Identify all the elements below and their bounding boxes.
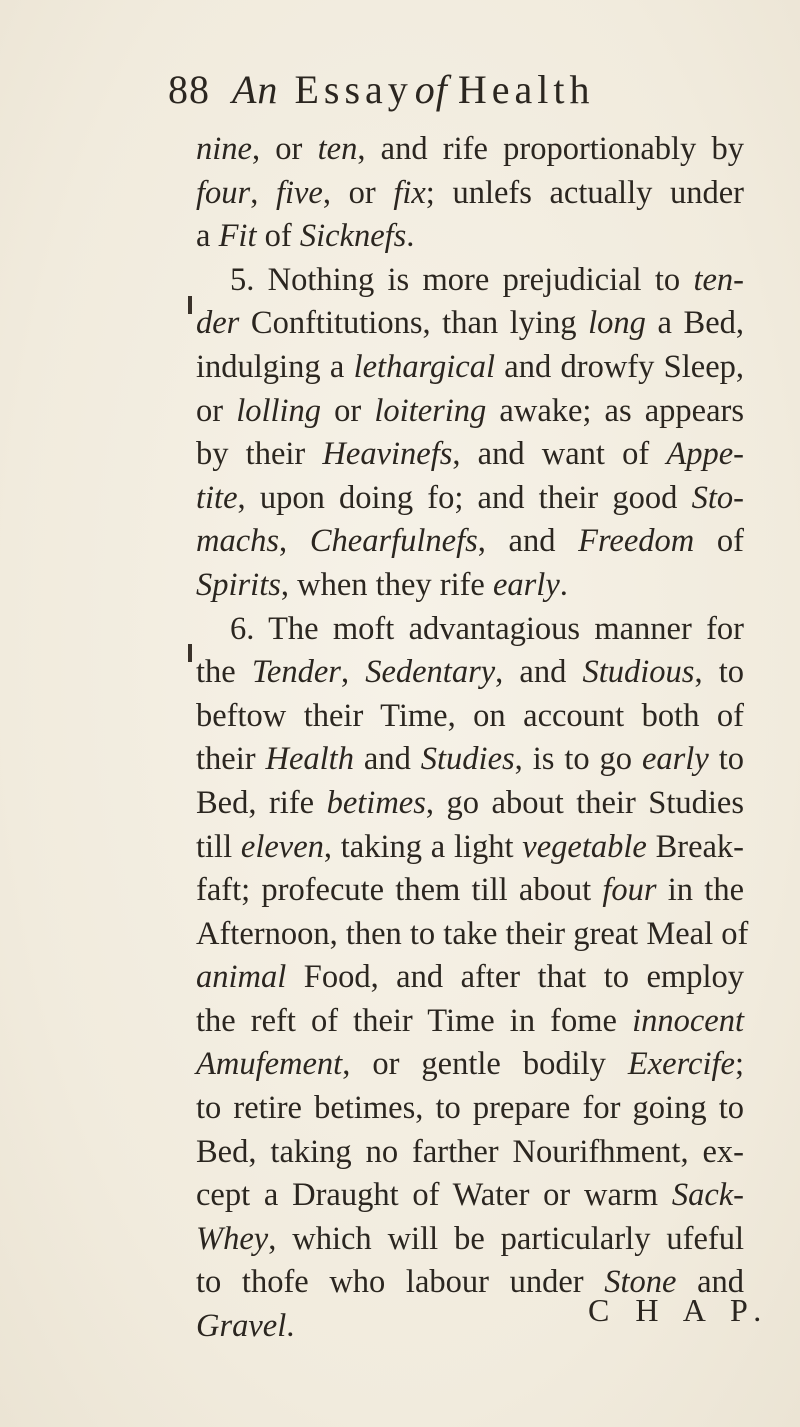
margin-mark <box>188 296 192 314</box>
text-run: . <box>559 566 568 603</box>
text-run: Bed, rife <box>196 784 327 821</box>
page-number: 88 <box>168 67 210 112</box>
text-run: beftow their Time, on account both of <box>196 697 744 734</box>
text-run: till <box>196 828 241 865</box>
text-run: , upon doing fo; and their good <box>237 479 692 516</box>
italic-text: Appe- <box>666 436 744 473</box>
italic-text: Exercife <box>627 1046 735 1083</box>
italic-text: tite <box>196 479 238 516</box>
italic-text: vegetable <box>522 828 647 865</box>
italic-text: long <box>588 305 646 342</box>
text-line <box>196 651 744 695</box>
text-run: . <box>406 218 415 255</box>
text-run: , and <box>477 523 579 560</box>
text-line <box>196 128 744 172</box>
text-run: Food, and after that to employ <box>286 959 744 996</box>
italic-text: Sicknefs <box>299 218 407 255</box>
text-run: indulging a <box>196 348 354 385</box>
italic-text: Health <box>265 741 354 778</box>
header-health: Health <box>457 67 595 112</box>
text-run: , which will be particularly ufeful <box>268 1220 744 1257</box>
text-run: Conftitutions, than lying <box>239 305 589 342</box>
text-run: Afternoon, then to take their great Meal of <box>196 915 749 952</box>
text-run: to retire betimes, to prepare for going to <box>196 1090 744 1127</box>
text-run: or <box>196 392 237 429</box>
text-run: , and rife proportionably by <box>357 131 745 167</box>
text-run: , go about their Studies <box>425 784 744 821</box>
text-line <box>196 608 744 652</box>
text-run: , and want of <box>452 436 667 473</box>
italic-text: Gravel <box>196 1308 287 1345</box>
text-run: and drowfy Sleep, <box>495 348 744 385</box>
text-line <box>196 1131 744 1175</box>
text-run: their <box>196 741 266 778</box>
text-line <box>196 1174 744 1218</box>
text-run: , or <box>251 131 318 167</box>
text-run: , <box>279 523 310 560</box>
text-line <box>196 433 744 477</box>
text-line <box>196 695 744 739</box>
text-run: awake; as appears <box>486 392 744 429</box>
text-run: . <box>286 1308 295 1345</box>
text-line <box>196 956 744 1000</box>
header-essay: Essay <box>294 67 413 112</box>
text-run: , is to go <box>514 741 642 778</box>
text-run: 5. Nothing is more prejudicial to <box>230 261 694 298</box>
italic-text: Whey <box>196 1220 269 1257</box>
italic-text: Sto- <box>691 479 744 516</box>
text-run: , when they rife <box>280 566 493 603</box>
italic-text: animal <box>196 959 287 996</box>
text-run: the reft of their Time in fome <box>196 1002 633 1039</box>
text-run: , to <box>694 654 744 691</box>
text-run: a Bed, <box>645 305 745 342</box>
italic-text: Studies <box>420 741 515 778</box>
text-line <box>196 869 744 913</box>
text-line <box>196 1000 744 1044</box>
italic-text: betimes <box>326 784 426 821</box>
text-line <box>196 172 744 216</box>
italic-text: five <box>275 174 323 211</box>
italic-text: Tender <box>251 654 341 691</box>
body-text <box>196 128 749 1349</box>
text-line <box>196 520 744 564</box>
italic-text: fix <box>393 174 426 211</box>
italic-text: Chearfulnefs <box>309 523 478 560</box>
catchword: C H A P. <box>588 1292 771 1328</box>
text-run: to <box>708 741 744 778</box>
text-run: , taking a light <box>323 828 523 865</box>
italic-text: innocent <box>632 1002 744 1039</box>
text-line <box>196 1043 744 1087</box>
header-of: of <box>414 67 448 112</box>
text-line <box>196 826 744 870</box>
text-run: ; unlefs actually under <box>425 174 744 211</box>
italic-text: Studious <box>582 654 695 691</box>
italic-text: Sack- <box>671 1177 744 1214</box>
text-line <box>196 738 744 782</box>
italic-text: der <box>196 305 240 342</box>
margin-mark <box>188 644 192 662</box>
text-run: ; <box>734 1046 744 1083</box>
italic-text: four <box>602 872 657 909</box>
text-run: , <box>250 174 276 211</box>
text-line <box>196 913 749 957</box>
italic-text: lolling <box>236 392 322 429</box>
italic-text: Spirits <box>196 566 281 603</box>
italic-text: nine <box>196 131 252 167</box>
text-run: to thofe who labour under <box>196 1264 605 1301</box>
header-an: An <box>232 67 279 112</box>
text-run: of <box>694 523 744 560</box>
text-run: the <box>196 654 252 691</box>
text-run: , or gentle bodily <box>342 1046 628 1083</box>
text-run: or <box>321 392 375 429</box>
italic-text: Heavinefs <box>322 436 453 473</box>
text-line <box>196 782 744 826</box>
text-run: in the <box>656 872 744 909</box>
text-line <box>196 390 744 434</box>
text-run: cept a Draught of Water or warm <box>196 1177 672 1214</box>
italic-text: lethargical <box>353 348 496 385</box>
text-run: , and <box>495 654 583 691</box>
text-line <box>196 1087 744 1131</box>
text-run: Break- <box>646 828 744 865</box>
italic-text: early <box>641 741 709 778</box>
text-run: , <box>340 654 366 691</box>
text-run: 6. The moft advantagious manner for <box>230 610 744 647</box>
text-run: by their <box>196 436 323 473</box>
text-run: and <box>676 1264 744 1301</box>
italic-text: loitering <box>374 392 487 429</box>
italic-text: early <box>492 566 560 603</box>
italic-text: ten- <box>693 261 744 298</box>
text-line <box>196 302 744 346</box>
italic-text: four <box>196 174 251 211</box>
text-run: faft; profecute them till about <box>196 872 603 909</box>
text-line <box>196 1218 744 1262</box>
text-run: and <box>353 741 421 778</box>
text-run: a <box>196 218 219 255</box>
italic-text: ten <box>317 131 358 167</box>
text-line <box>196 259 744 303</box>
text-line <box>196 477 744 521</box>
text-run: , or <box>322 174 394 211</box>
italic-text: machs <box>196 523 280 560</box>
italic-text: Stone <box>604 1264 677 1301</box>
text-run: of <box>256 218 300 255</box>
running-header <box>168 66 708 113</box>
text-line <box>196 346 744 390</box>
text-line <box>196 215 744 259</box>
italic-text: eleven <box>240 828 324 865</box>
italic-text: Amufement <box>196 1046 343 1083</box>
italic-text: Sedentary <box>365 654 496 691</box>
text-run: Bed, taking no farther Nourifhment, ex- <box>196 1133 744 1170</box>
text-line <box>196 564 744 608</box>
italic-text: Freedom <box>578 523 695 560</box>
italic-text: Fit <box>218 218 257 255</box>
